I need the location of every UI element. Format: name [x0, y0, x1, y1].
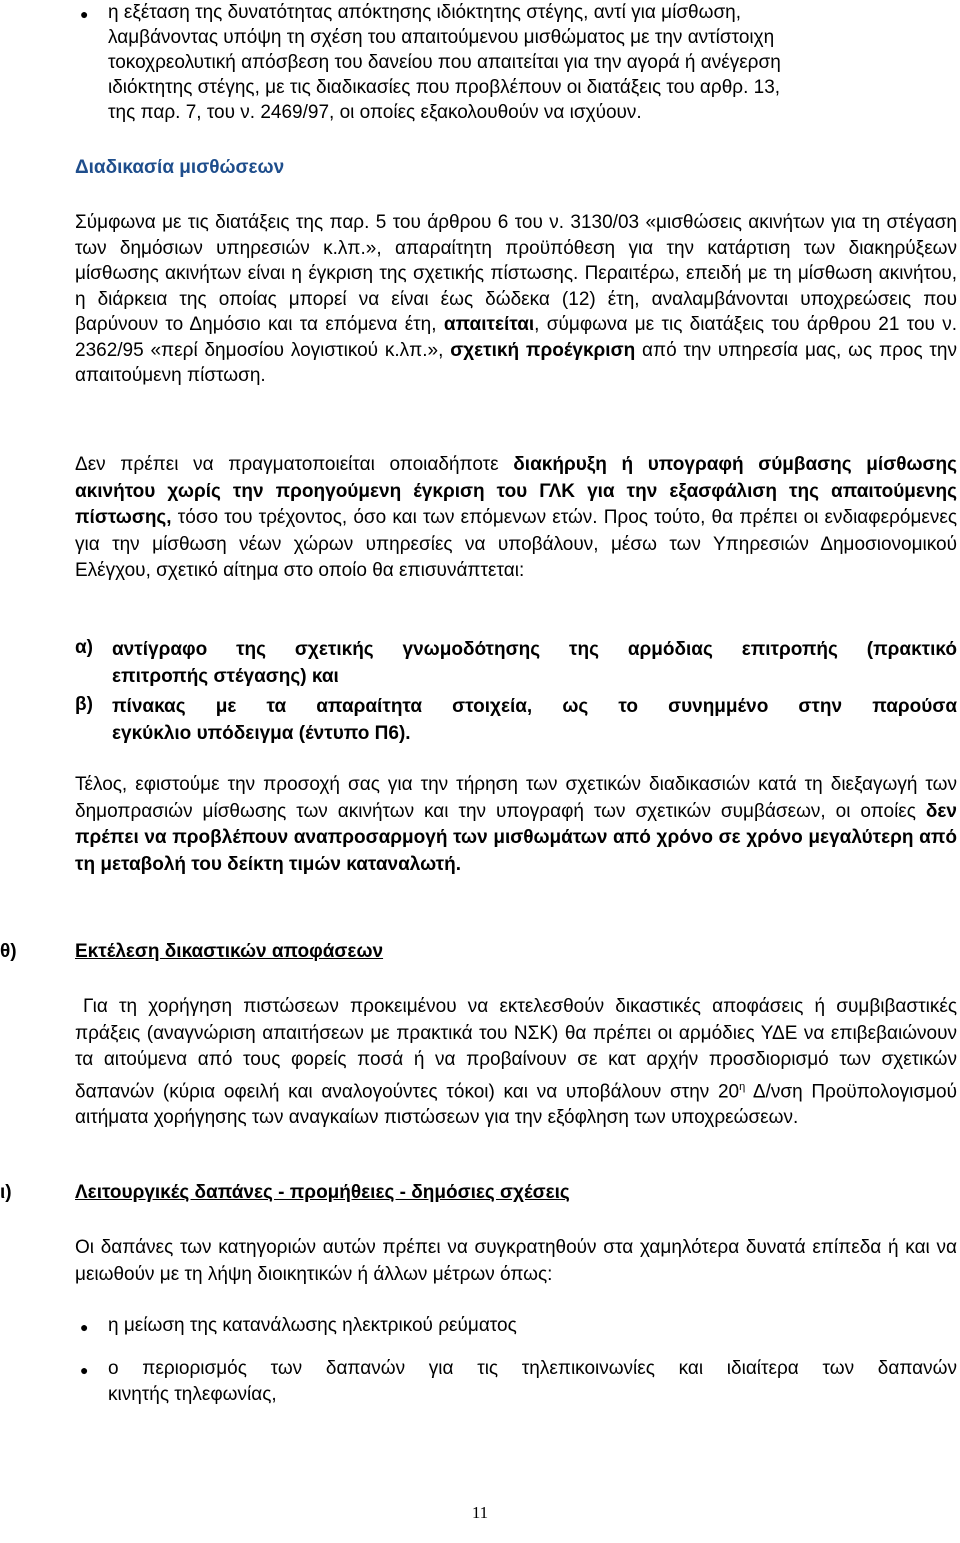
text-run: από την υπηρεσία μας, ως προς την απαιτούμενη πίστωση. [75, 339, 957, 386]
operating-expenses-intro: Οι δαπάνες των κατηγοριών αυτών πρέπει να συγκρατηθούν στα χαμηλότερα δυνατά επίπεδα ή και να μειωθούν με τη λήψη διοικητικών ή άλλων μέτρων όπως: [75, 1237, 957, 1285]
bullet-icon: ● [80, 1319, 89, 1335]
text-run: Δ/νση Προϋπολογισμού αιτήματα χορήγησης των αναγκαίων πιστώσεων για την εξόφληση των υποχρεώσεων. [75, 1080, 957, 1129]
bullet1-line: λαμβάνοντας υπόψη τη σχέση του απαιτούμενου μισθώματος με την αντίστοιχη [108, 27, 775, 48]
bullet-text: η μείωση της κατανάλωσης ηλεκτρικού ρεύματος [108, 1315, 517, 1336]
text-run: , σύμφωνα με τις διατάξεις του άρθρου 21 του ν. 2362/95 «περί δημοσίου λογιστικού κ.λπ.», [75, 314, 957, 361]
list-line: εγκύκλιο υπόδειγμα (έντυπο Π6). [112, 723, 411, 744]
lease-approval-paragraph [75, 210, 957, 389]
rent-adjustment-paragraph [75, 772, 957, 878]
text-run: Δεν πρέπει να πραγματοποιείται οποιαδήποτε [75, 454, 514, 475]
list-line: αντίγραφο της σχετικής γνωμοδότησης της αρμόδιας επιτροπής (πρακτικό [112, 639, 957, 660]
list-line: πίνακας με τα απαραίτητα στοιχεία, ως το συνημμένο στην παρούσα [112, 696, 957, 717]
bullet1-line: της παρ. 7, του ν. 2469/97, οι οποίες εξακολουθούν να ισχύουν. [108, 102, 642, 123]
bullet-icon: ● [80, 1362, 89, 1378]
section-title-operating-expenses: Λειτουργικές δαπάνες - προμήθειες - δημόσιες σχέσεις [75, 1182, 570, 1203]
bullet1-line: τοκοχρεολυτική απόσβεση του δανείου που απαιτείται για την αγορά ή ανέγερση [108, 52, 781, 73]
section-label-theta: θ) [0, 941, 17, 962]
bullet1-line: ιδιόκτητης στέγης, με τις διαδικασίες που προβλέπουν οι διατάξεις του αρθρ. 13, [108, 77, 781, 98]
list-label: α) [75, 637, 94, 658]
bullet-icon: ● [80, 6, 89, 22]
bold-run: δεν πρέπει να προβλέπουν αναπροσαρμογή των μισθωμάτων από χρόνο σε χρόνο μεγαλύτερη από τη μεταβολή του δείκτη τιμών καταναλωτή. [75, 800, 957, 875]
text-run: τόσο του τρέχοντος, όσο και των επόμενων ετών. Προς τούτο, θα πρέπει οι ενδιαφερόμενες για την μίσθωση νέων χώρων υπηρεσίες να υποβάλουν, μέσω των Υπηρεσιών Δημοσιονομικού Ελέγχου, σχετικό αίτημα στο οποίο θα επισυνάπτεται: [75, 507, 957, 581]
list-line: επιτροπής στέγασης) και [112, 666, 339, 687]
procedure-heading: Διαδικασία μισθώσεων [75, 157, 285, 178]
bold-run: σχετική προέγκριση [450, 339, 636, 361]
page-number: 11 [471, 1503, 489, 1522]
list-label: β) [75, 694, 93, 715]
superscript: η [739, 1080, 746, 1093]
text-run: Τέλος, εφιστούμε την προσοχή σας για την τήρηση των σχετικών διαδικασιών κατά τη διεξαγωγή των δημοπρασιών μίσθωσης των ακινήτων και την υπογραφή των σχετικών συμβάσεων, οι οποίες [75, 774, 957, 822]
section-label-iota: ι) [0, 1182, 12, 1203]
bullet-text: κινητής τηλεφωνίας, [108, 1384, 277, 1405]
bullet-text: ο περιορισμός των δαπανών για τις τηλεπικοινωνίες και ιδιαίτερα των δαπανών [108, 1358, 957, 1379]
text-run: Για τη χορήγηση πιστώσεων προκειμένου να εκτελεσθούν δικαστικές αποφάσεις ή συμβιβαστικές πράξεις (αναγνώριση απαιτήσεων με πρακτικά του ΝΣΚ) θα πρέπει οι αρμόδιες ΥΔΕ να επιβεβαιώνουν τα αιτούμενα από τους φορείς ποσά ή να προβαίνουν σε κατ αρχήν προσδιορισμό των σχετικών δαπανών (κύρια οφειλή και αναλογούντες τόκοι) και να υποβάλουν στην 20 [75, 996, 957, 1102]
court-decisions-paragraph [75, 994, 957, 1132]
section-title-court-decisions: Εκτέλεση δικαστικών αποφάσεων [75, 941, 384, 962]
bold-run: διακήρυξη ή υπογραφή σύμβασης μίσθωσης ακινήτου χωρίς την προηγούμενη έγκριση του ΓΛΚ για την εξασφάλιση της απαιτούμενης πίστωσης, [75, 454, 957, 528]
bullet1-line: η εξέταση της δυνατότητας απόκτησης ιδιόκτητης στέγης, αντί για μίσθωση, [108, 2, 742, 23]
no-tender-paragraph [75, 452, 957, 585]
bold-run: απαιτείται [443, 314, 535, 335]
text-run: Σύμφωνα με τις διατάξεις της παρ. 5 του άρθρου 6 του ν. 3130/03 «μισθώσεις ακινήτων για τη στέγαση των δημόσιων υπηρεσιών κ.λπ.», απαραίτητη προϋπόθεση για την κατάρτιση των διακηρύξεων μίσθωσης ακινήτων είναι η έγκριση της σχετικής πίστωσης. Περαιτέρω, επειδή με τη μίσθωση ακινήτου, η διάρκεια της οποίας μπορεί να είναι έως δώδεκα (12) έτη, αναλαμβάνονται υποχρεώσεις που βαρύνουν το Δημόσιο και τα επόμενα έτη, [75, 212, 957, 335]
